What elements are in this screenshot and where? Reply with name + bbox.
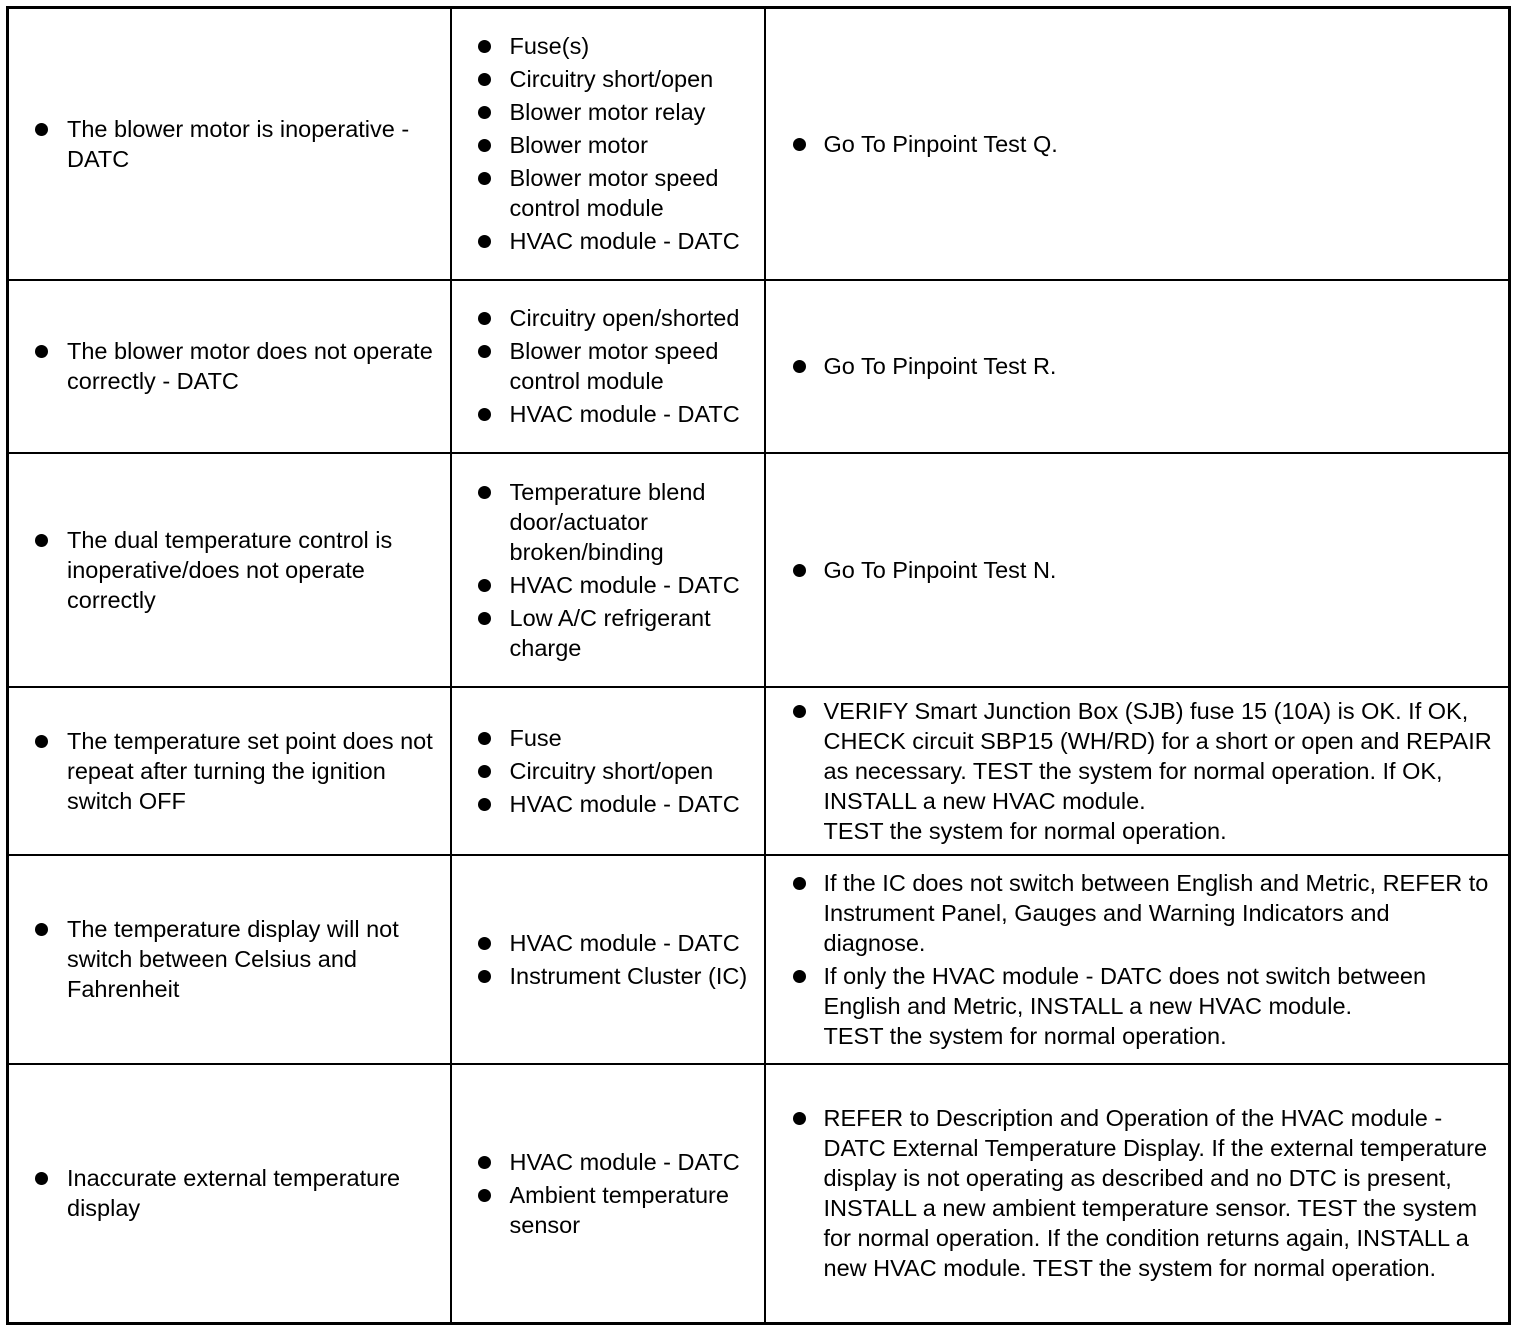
- possible-source-item: HVAC module - DATC: [452, 789, 764, 819]
- possible-source-cell: [451, 8, 765, 280]
- action-cell: [765, 453, 1510, 687]
- action-followup-text: TEST the system for normal operation.: [823, 817, 1227, 844]
- action-text: Go To Pinpoint Test R.: [823, 353, 1057, 379]
- action-text: If the IC does not switch between English and Metric, REFER to Instrument Panel, Gauges and Warning Indicators and diagnose.: [823, 869, 1489, 956]
- possible-source-item: Blower motor speed control module: [452, 163, 764, 223]
- action-text: REFER to Description and Operation of the HVAC module - DATC External Temperature Display. If the external temperature display is not operating as described and no DTC is present, INSTALL a new ambient temperature sensor. TEST the system for normal operation. If the condition returns again, INSTALL a new HVAC module. TEST the system for normal operation.: [823, 1105, 1488, 1282]
- condition-cell: [8, 1064, 451, 1324]
- action-text: Go To Pinpoint Test N.: [823, 556, 1057, 583]
- action-cell: [765, 8, 1510, 280]
- possible-source-cell: [451, 453, 765, 687]
- possible-source-item: Instrument Cluster (IC): [452, 961, 764, 991]
- possible-source-item: HVAC module - DATC: [452, 1147, 764, 1177]
- condition-cell: [8, 687, 451, 855]
- condition-text: The temperature display will not switch between Celsius and Fahrenheit: [9, 914, 436, 1004]
- condition-text: The dual temperature control is inoperative/does not operate correctly: [9, 525, 436, 615]
- possible-source-item: HVAC module - DATC: [452, 226, 764, 256]
- action-item: [766, 351, 1509, 381]
- action-text: Go To Pinpoint Test Q.: [823, 130, 1058, 157]
- action-cell: [765, 855, 1510, 1064]
- action-cell: [765, 687, 1510, 855]
- action-item: [766, 129, 1509, 159]
- action-item: [766, 961, 1509, 1051]
- action-item: [766, 868, 1509, 958]
- action-cell: [765, 1064, 1510, 1324]
- possible-source-item: Fuse(s): [452, 31, 764, 61]
- possible-source-item: HVAC module - DATC: [452, 928, 764, 958]
- symptom-chart-body: [8, 8, 1510, 1324]
- condition-cell: [8, 453, 451, 687]
- possible-source-cell: [451, 855, 765, 1064]
- possible-source-item: Blower motor relay: [452, 97, 764, 127]
- possible-source-item: Circuitry short/open: [452, 756, 764, 786]
- action-item: [766, 555, 1509, 585]
- condition-cell: [8, 855, 451, 1064]
- possible-source-item: Circuitry open/shorted: [452, 303, 764, 333]
- action-text: If only the HVAC module - DATC does not switch between English and Metric, INSTALL a new HVAC module.: [823, 962, 1427, 1019]
- symptom-chart-table: [6, 6, 1511, 1325]
- action-item: [766, 1103, 1509, 1283]
- possible-source-item: Blower motor speed control module: [452, 336, 764, 396]
- possible-source-cell: [451, 280, 765, 453]
- condition-text: The temperature set point does not repeat after turning the ignition switch OFF: [9, 726, 436, 816]
- possible-source-item: Low A/C refrigerant charge: [452, 603, 764, 663]
- table-row: [8, 453, 1510, 687]
- condition-text: Inaccurate external temperature display: [9, 1163, 436, 1223]
- table-row: [8, 855, 1510, 1064]
- action-item: [766, 696, 1509, 846]
- possible-source-cell: [451, 687, 765, 855]
- action-cell: [765, 280, 1510, 453]
- possible-source-item: Circuitry short/open: [452, 64, 764, 94]
- possible-source-cell: [451, 1064, 765, 1324]
- possible-source-item: Temperature blend door/actuator broken/binding: [452, 477, 764, 567]
- action-followup-text: TEST the system for normal operation.: [823, 1022, 1227, 1049]
- action-text: VERIFY Smart Junction Box (SJB) fuse 15 (10A) is OK. If OK, CHECK circuit SBP15 (WH/RD) for a short or open and REPAIR as necessary. TEST the system for normal operation. If OK, INSTALL a new HVAC module.: [823, 697, 1492, 814]
- condition-text: The blower motor is inoperative - DATC: [9, 114, 436, 174]
- possible-source-item: HVAC module - DATC: [452, 570, 764, 600]
- table-row: [8, 280, 1510, 453]
- table-row: [8, 8, 1510, 280]
- possible-source-item: Ambient temperature sensor: [452, 1180, 764, 1240]
- possible-source-item: Fuse: [452, 723, 764, 753]
- condition-cell: [8, 280, 451, 453]
- condition-cell: [8, 8, 451, 280]
- possible-source-item: Blower motor: [452, 130, 764, 160]
- possible-source-item: HVAC module - DATC: [452, 399, 764, 429]
- table-row: [8, 687, 1510, 855]
- table-row: [8, 1064, 1510, 1324]
- condition-text: The blower motor does not operate correctly - DATC: [9, 336, 436, 396]
